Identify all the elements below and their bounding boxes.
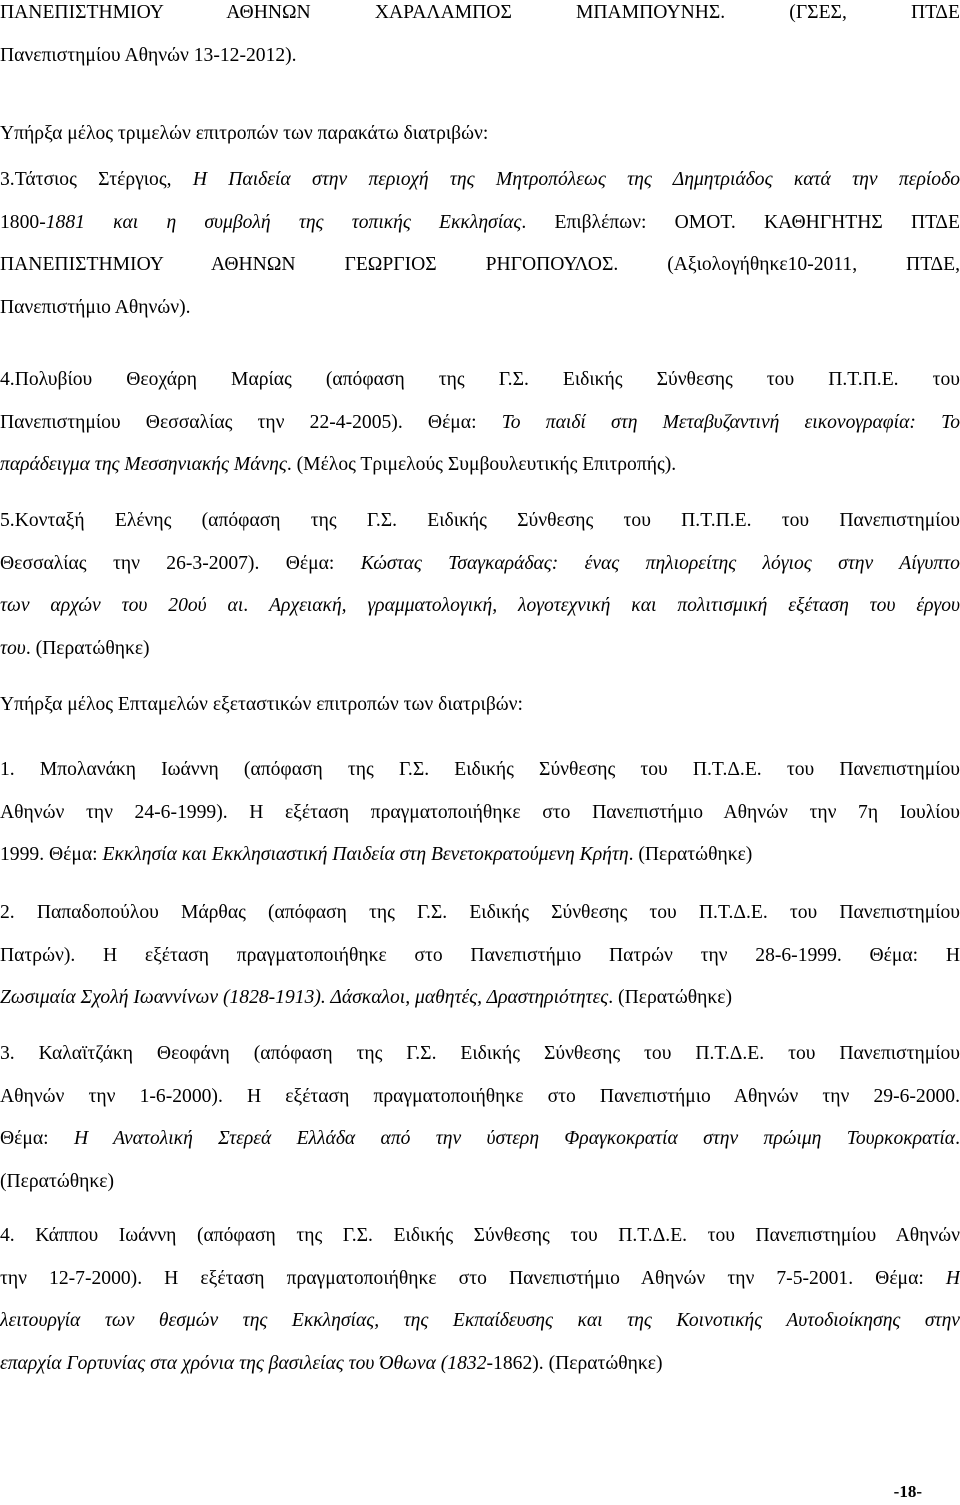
text-line: Ζωσιμαία Σχολή Ιωαννίνων (1828-1913). Δάσκαλοι, μαθητές, Δραστηριότητες. (Περατώθηκε) xyxy=(0,987,733,1008)
seven-entry-4 xyxy=(0,1215,960,1385)
text-line: 4. Κάππου Ιωάννη (απόφαση της Γ.Σ. Ειδικής Σύνθεσης του Π.Τ.Δ.Ε. του Πανεπιστημίου Αθηνών xyxy=(0,1225,960,1246)
text-line: 5.Κονταξή Ελένης (απόφαση της Γ.Σ. Ειδικής Σύνθεσης του Π.Τ.Π.Ε. του Πανεπιστημίου xyxy=(0,510,960,531)
section-heading-seven xyxy=(0,684,960,727)
text-line: 4.Πολυβίου Θεοχάρη Μαρίας (απόφαση της Γ.Σ. Ειδικής Σύνθεσης του Π.Τ.Π.Ε. του xyxy=(0,369,960,390)
text-line: 1800-1881 και η συμβολή της τοπικής Εκκλησίας. Επιβλέπων: ΟΜΟΤ. ΚΑΘΗΓΗΤΗΣ ΠΤΔΕ xyxy=(0,211,960,233)
text-line: ΠΑΝΕΠΙΣΤΗΜΙΟΥ ΑΘΗΝΩΝ ΧΑΡΑΛΑΜΠΟΣ ΜΠΑΜΠΟΥΝΗΣ. (ΓΣΕΣ, ΠΤΔΕ xyxy=(0,2,960,23)
text-line: Πανεπιστημίου Αθηνών 13-12-2012). xyxy=(0,44,297,66)
intro-paragraph xyxy=(0,0,960,77)
text-line: επαρχία Γορτυνίας στα χρόνια της βασιλείας του Όθωνα (1832-1862). (Περατώθηκε) xyxy=(0,1352,663,1374)
entry-4 xyxy=(0,359,960,487)
text-line: την 12-7-2000). Η εξέταση πραγματοποιήθηκε στο Πανεπιστήμιο Αθηνών την 7-5-2001. Θέμα: Η xyxy=(0,1267,960,1289)
text-line: 2. Παπαδοπούλου Μάρθας (απόφαση της Γ.Σ. Ειδικής Σύνθεσης του Π.Τ.Δ.Ε. του Πανεπιστημίου xyxy=(0,902,960,923)
text-line: 1. Μπολανάκη Ιωάννη (απόφαση της Γ.Σ. Ειδικής Σύνθεσης του Π.Τ.Δ.Ε. του Πανεπιστημίου xyxy=(0,759,960,780)
text-line: 3.Τάτσιος Στέργιος, Η Παιδεία στην περιοχή της Μητροπόλεως της Δημητριάδος κατά την περίοδο xyxy=(0,169,960,190)
text-line: Πατρών). Η εξέταση πραγματοποιήθηκε στο Πανεπιστήμιο Πατρών την 28-6-1999. Θέμα: Η xyxy=(0,944,960,966)
text-line: Υπήρξα μέλος Επταμελών εξεταστικών επιτροπών των διατριβών: xyxy=(0,694,523,715)
text-line: 3. Καλαϊτζάκη Θεοφάνη (απόφαση της Γ.Σ. Ειδικής Σύνθεσης του Π.Τ.Δ.Ε. του Πανεπιστημίου xyxy=(0,1043,960,1064)
text-line: (Περατώθηκε) xyxy=(0,1170,114,1192)
text-line: Υπήρξα μέλος τριμελών επιτροπών των παρακάτω διατριβών: xyxy=(0,123,489,144)
text-line: των αρχών του 20ού αι. Αρχειακή, γραμματολογική, λογοτεχνική και πολιτισμική εξέταση του έργου xyxy=(0,595,960,616)
text-line: Θέμα: Η Ανατολική Στερεά Ελλάδα από την ύστερη Φραγκοκρατία στην πρώιμη Τουρκοκρατία. xyxy=(0,1128,960,1149)
seven-entry-2 xyxy=(0,892,960,1020)
text-line: Αθηνών την 1-6-2000). Η εξέταση πραγματοποιήθηκε στο Πανεπιστήμιο Αθηνών την 29-6-2000. xyxy=(0,1085,960,1107)
entry-3 xyxy=(0,159,960,329)
text-line: 1999. Θέμα: Εκκλησία και Εκκλησιαστική Παιδεία στη Βενετοκρατούμενη Κρήτη. (Περατώθηκε) xyxy=(0,844,753,865)
text-line: παράδειγμα της Μεσσηνιακής Μάνης. (Μέλος Τριμελούς Συμβουλευτικής Επιτροπής). xyxy=(0,454,677,475)
text-line: λειτουργία των θεσμών της Εκκλησίας, της Εκπαίδευσης και της Κοινοτικής Αυτοδιοίκησης στην xyxy=(0,1310,960,1331)
text-line: Θεσσαλίας την 26-3-2007). Θέμα: Κώστας Τσαγκαράδας: ένας πηλιορείτης λόγιος στην Αίγυπτο xyxy=(0,552,960,574)
text-line: Αθηνών την 24-6-1999). Η εξέταση πραγματοποιήθηκε στο Πανεπιστήμιο Αθηνών την 7η Ιουλίου xyxy=(0,801,960,823)
seven-entry-1 xyxy=(0,749,960,877)
page-number: -18- xyxy=(893,1482,922,1501)
text-line: του. (Περατώθηκε) xyxy=(0,637,150,659)
entry-5 xyxy=(0,500,960,670)
text-line: Πανεπιστημίου Θεσσαλίας την 22-4-2005). Θέμα: Το παιδί στη Μεταβυζαντινή εικονογραφία: Το xyxy=(0,411,960,433)
section-heading-triple xyxy=(0,113,960,156)
text-line: Πανεπιστήμιο Αθηνών). xyxy=(0,296,191,318)
seven-entry-3 xyxy=(0,1033,960,1203)
text-line: ΠΑΝΕΠΙΣΤΗΜΙΟΥ ΑΘΗΝΩΝ ΓΕΩΡΓΙΟΣ ΡΗΓΟΠΟΥΛΟΣ. (Αξιολογήθηκε10-2011, ΠΤΔΕ, xyxy=(0,254,960,275)
